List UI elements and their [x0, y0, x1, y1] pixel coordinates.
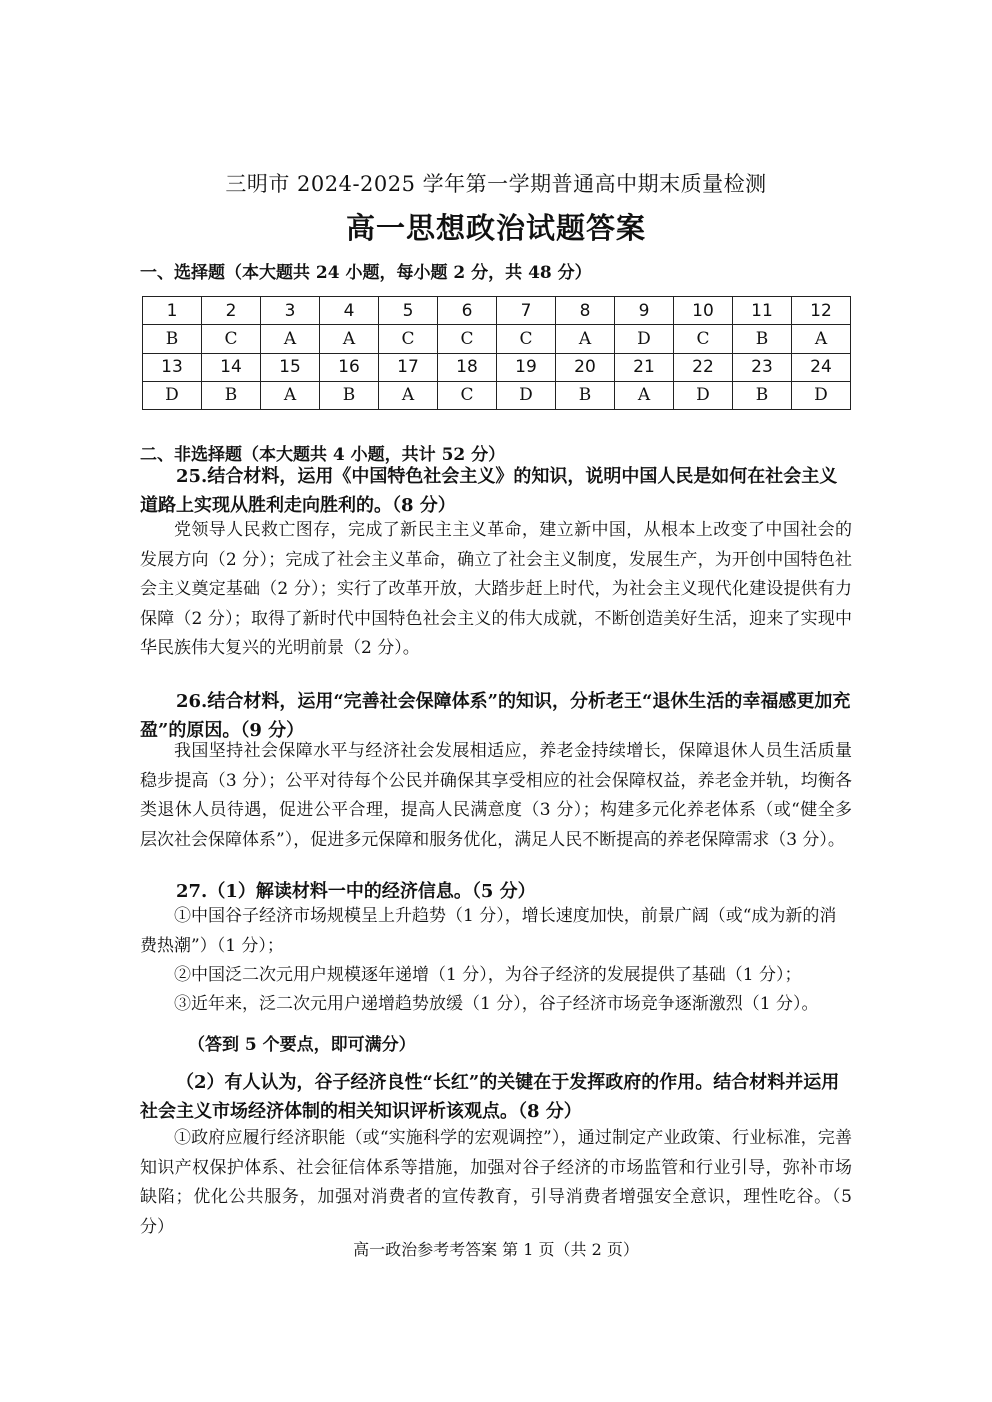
q27-1-point3: ③近年来，泛二次元用户递增趋势放缓（1 分），谷子经济市场竞争逐渐激烈（1 分）。: [174, 994, 819, 1014]
answer-letter: C: [438, 325, 497, 353]
page-title: 高一思想政治试题答案: [345, 211, 646, 245]
q27-2-question: （2）有人认为，谷子经济良性“长红”的关键在于发挥政府的作用。结合材料并运用社会主义市场经济体制的相关知识评析该观点。（8 分）: [140, 1072, 840, 1122]
question-number: 19: [497, 353, 556, 381]
question-number: 15: [261, 353, 320, 381]
q27-1-point1: ①中国谷子经济市场规模呈上升趋势（1 分），增长速度加快，前景广阔（或“成为新的消费热潮”）（1 分）；: [140, 906, 837, 956]
answer-letter: C: [674, 325, 733, 353]
question-number-row: [143, 297, 851, 325]
answer-table: [142, 296, 851, 410]
question-number: 3: [261, 297, 320, 325]
answer-letter: D: [615, 325, 674, 353]
answer-letter: B: [320, 381, 379, 409]
answer-letter: B: [556, 381, 615, 409]
answer-letter: A: [261, 381, 320, 409]
answer-letter: B: [733, 381, 792, 409]
q26-answer: 我国坚持社会保障水平与经济社会发展相适应，养老金持续增长，保障退休人员生活质量稳步提高（3 分）；公平对待每个公民并确保其享受相应的社会保障权益，养老金并轨，均衡各类退休人员待遇，促进公平合理，提高人民满意度（3 分）；构建多元化养老体系（或“健全多层次社会保障体系”），促进多元保障和服务优化，满足人民不断提高的养老保障需求（3 分）。: [140, 741, 852, 850]
answer-row: [143, 381, 851, 409]
exam-title: 三明市 2024-2025 学年第一学期普通高中期末质量检测: [225, 172, 767, 196]
section1-heading: 一、选择题（本大题共 24 小题，每小题 2 分，共 48 分）: [140, 263, 592, 283]
answer-letter: B: [733, 325, 792, 353]
question-number: 6: [438, 297, 497, 325]
question-number: 9: [615, 297, 674, 325]
question-number: 1: [143, 297, 202, 325]
answer-row: [143, 325, 851, 353]
answer-letter: D: [143, 381, 202, 409]
scoring-note: （答到 5 个要点，即可满分）: [188, 1035, 416, 1055]
answer-letter: A: [379, 381, 438, 409]
question-number: 24: [792, 353, 851, 381]
question-number: 16: [320, 353, 379, 381]
question-number: 12: [792, 297, 851, 325]
question-number: 17: [379, 353, 438, 381]
answer-letter: A: [792, 325, 851, 353]
answer-letter: B: [202, 381, 261, 409]
question-number: 18: [438, 353, 497, 381]
q27-1-point2: ②中国泛二次元用户规模逐年递增（1 分），为谷子经济的发展提供了基础（1 分）；: [174, 965, 802, 985]
question-number: 21: [615, 353, 674, 381]
page-footer: 高一政治参考考答案 第 1 页（共 2 页）: [353, 1240, 639, 1259]
answer-letter: C: [202, 325, 261, 353]
q25-question: 25.结合材料，运用《中国特色社会主义》的知识，说明中国人民是如何在社会主义道路上实现从胜利走向胜利的。（8 分）: [140, 466, 838, 516]
question-number: 20: [556, 353, 615, 381]
answer-letter: A: [615, 381, 674, 409]
q26-question: 26.结合材料，运用“完善社会保障体系”的知识，分析老王“退休生活的幸福感更加充盈”的原因。（9 分）: [140, 691, 851, 741]
question-number: 11: [733, 297, 792, 325]
question-number: 22: [674, 353, 733, 381]
q27-1-question: 27.（1）解读材料一中的经济信息。（5 分）: [176, 881, 536, 902]
answer-letter: C: [379, 325, 438, 353]
q27-2-point1: ①政府应履行经济职能（或“实施科学的宏观调控”），通过制定产业政策、行业标准，完善知识产权保护体系、社会征信体系等措施，加强对谷子经济的市场监管和行业引导，弥补市场缺陷；优化公共服务，加强对消费者的宣传教育，引导消费者增强安全意识，理性吃谷。（5 分）: [140, 1128, 852, 1237]
question-number: 14: [202, 353, 261, 381]
answer-letter: B: [143, 325, 202, 353]
question-number: 10: [674, 297, 733, 325]
question-number: 2: [202, 297, 261, 325]
section2-heading: 二、非选择题（本大题共 4 小题，共计 52 分）: [140, 445, 506, 465]
question-number: 23: [733, 353, 792, 381]
question-number: 8: [556, 297, 615, 325]
answer-letter: D: [674, 381, 733, 409]
question-number: 4: [320, 297, 379, 325]
answer-letter: D: [792, 381, 851, 409]
question-number-row: [143, 353, 851, 381]
answer-letter: D: [497, 381, 556, 409]
answer-letter: C: [497, 325, 556, 353]
q25-answer: 党领导人民救亡图存，完成了新民主主义革命，建立新中国，从根本上改变了中国社会的发展方向（2 分）；完成了社会主义革命，确立了社会主义制度，发展生产，为开创中国特色社会主义奠定基础（2 分）；实行了改革开放，大踏步赶上时代，为社会主义现代化建设提供有力保障（2 分）；取得了新时代中国特色社会主义的伟大成就，不断创造美好生活，迎来了实现中华民族伟大复兴的光明前景（2 分）。: [140, 520, 852, 658]
answer-letter: A: [556, 325, 615, 353]
answer-letter: A: [261, 325, 320, 353]
question-number: 13: [143, 353, 202, 381]
question-number: 5: [379, 297, 438, 325]
answer-letter: A: [320, 325, 379, 353]
question-number: 7: [497, 297, 556, 325]
answer-letter: C: [438, 381, 497, 409]
